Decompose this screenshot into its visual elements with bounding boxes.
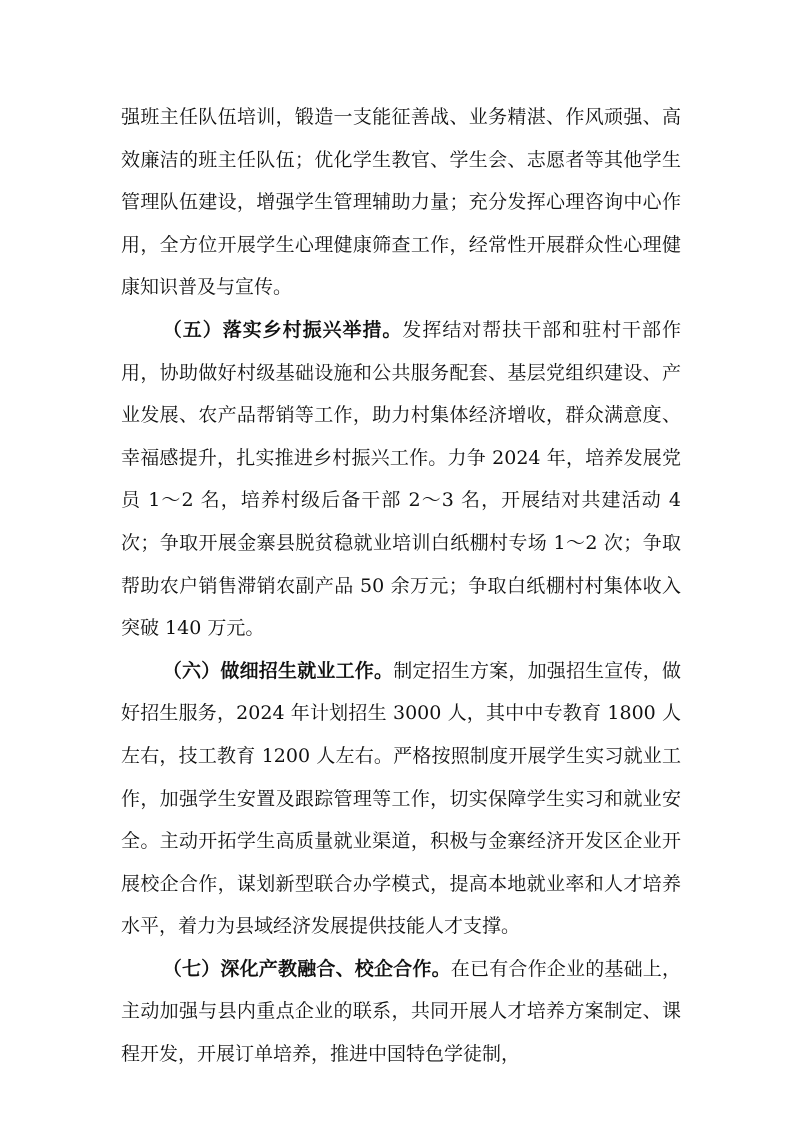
- paragraph-rural-revitalization: [121, 309, 681, 650]
- section-heading-six: （六）做细招生就业工作。: [162, 659, 394, 682]
- paragraph-text: 在已有合作企业的基础上，主动加强与县内重点企业的联系，共同开展人才培养方案制定、课程开发，开展订单培养，推进中国特色学徒制，: [121, 957, 681, 1066]
- paragraph-industry-education: [121, 948, 681, 1076]
- paragraph-text: 制定招生方案，加强招生宣传，做好招生服务，2024 年计划招生 3000 人，其中中专教育 1800 人左右，技工教育 1200 人左右。严格按照制度开展学生实习就业工作，加强学生安置及跟踪管理等工作，切实保障学生实习和就业安全。主动开拓学生高质量就业渠道，积极与金寨经济开发区企业开展校企合作，谋划新型联合办学模式，提高本地就业率和人才培养水平，着力为县域经济发展提供技能人才支撑。: [121, 659, 681, 938]
- document-body: [121, 96, 681, 1076]
- paragraph-text: 强班主任队伍培训，锻造一支能征善战、业务精湛、作风顽强、高效廉洁的班主任队伍；优化学生教官、学生会、志愿者等其他学生管理队伍建设，增强学生管理辅助力量；充分发挥心理咨询中心作用，全方位开展学生心理健康筛查工作，经常性开展群众性心理健康知识普及与宣传。: [121, 106, 681, 299]
- section-heading-five: （五）落实乡村振兴举措。: [162, 318, 403, 341]
- paragraph-text: 发挥结对帮扶干部和驻村干部作用，协助做好村级基础设施和公共服务配套、基层党组织建设、产业发展、农产品帮销等工作，助力村集体经济增收，群众满意度、幸福感提升，扎实推进乡村振兴工作。力争 2024 年，培养发展党员 1～2 名，培养村级后备干部 2～3 名，开展结对共建活动 4 次；争取开展金寨县脱贫稳就业培训白纸棚村专场 1～2 次；争取帮助农户销售滞销农副产品 50 余万元；争取白纸棚村村集体收入突破 140 万元。: [121, 318, 681, 640]
- section-heading-seven: （七）深化产教融合、校企合作。: [162, 957, 451, 980]
- paragraph-enrollment-employment: [121, 650, 681, 948]
- paragraph-student-management: [121, 96, 681, 309]
